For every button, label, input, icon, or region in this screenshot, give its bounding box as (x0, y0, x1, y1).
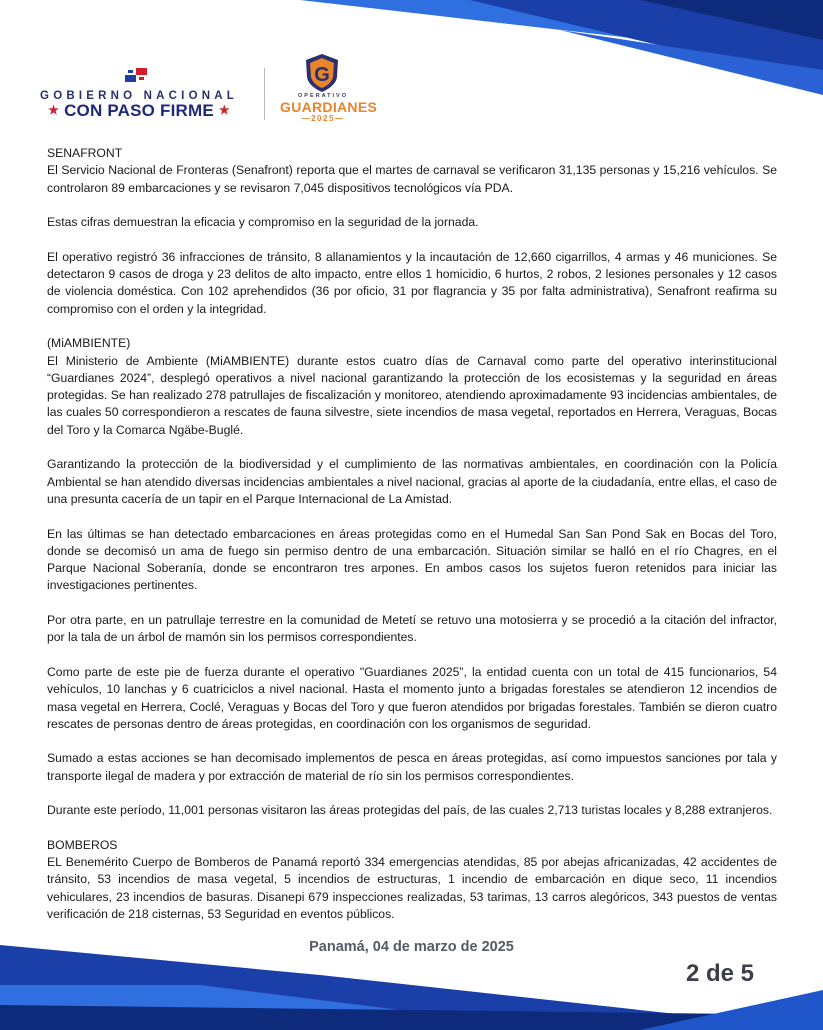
bottom-band-right (640, 990, 823, 1030)
senafront-paragraph-3: El operativo registró 36 infracciones de tránsito, 8 allanamientos y la incautación de 12,660 cigarrillos, 4 armas y 46 municiones. Se detectaron 9 casos de droga y 23 delitos de alto impacto, entre ellos 1 homicidio, 6 hurtos, 2 robos, 2 lesiones personales y 12 casos de violencia doméstica. Con 102 aprehendidos (36 por oficio, 31 por flagrancia y 35 por falta administrativa), Senafront reafirma su compromiso con el orden y la integridad. (47, 249, 777, 316)
document-body (47, 145, 777, 923)
miambiente-paragraph-5: Como parte de este pie de fuerza durante el operativo "Guardianes 2025”, la entidad cuenta con un total de 415 funcionarios, 54 vehículos, 10 lanchas y 6 cuatriciclos a nivel nacional. Hasta el momento junto a brigadas forestales se atendieron 12 incendios de masa vegetal en Herrera, Coclé, Veraguas y Bocas del Toro y que fueron atendidos por brigadas forestales. También se dieron cuatro rescates de personas dentro de áreas protegidas, en coordinación con los organismos de seguridad. (47, 664, 777, 731)
panama-flag-icon (125, 68, 147, 82)
miambiente-paragraph-1: El Ministerio de Ambiente (MiAMBIENTE) durante estos cuatro días de Carnaval como parte del operativo interinstitucional “Guardianes 2024”, desplegó operativos a nivel nacional garantizando la protección de los ecosistemas y la seguridad en áreas protegidas. Se han realizado 278 patrullajes de fiscalización y monitoreo, atendiendo aproximadamente 93 incidencias ambientales, de las cuales 50 correspondieron a rescates de fauna silvestre, siete incendios de masa vegetal, reportados en Herrera, Veraguas, Bocas del Toro y la Comarca Ngäbe-Buglé. (47, 353, 777, 437)
guardianes-shield-icon (303, 53, 341, 93)
logo-divider (264, 68, 265, 120)
star-icon: ★ (48, 103, 60, 117)
operativo-year-value: 2025 (311, 114, 335, 123)
page-number: 2 de 5 (685, 960, 754, 987)
section-heading-senafront: SENAFRONT (47, 146, 123, 160)
miambiente-paragraph-2: Garantizando la protección de la biodiversidad y el cumplimiento de las normativas ambientales, en coordinación con la Policía Ambiental se han atendido diversas incidencias ambientales a nivel nacional, gracias al aporte de la ciudadanía, entre ellas, el caso de una presunta cacería de un tapir en el Parque Internacional de La Amistad. (47, 457, 777, 506)
svg-text:G: G (314, 64, 330, 86)
miambiente-paragraph-6: Sumado a estas acciones se han decomisado implementos de pesca en áreas protegidas, así como impuestos sanciones por tala y transporte ilegal de madera y por extracción de material de río sin los permisos correspondientes. (47, 751, 777, 783)
gov-logo-motto: CON PASO FIRME (64, 101, 214, 120)
operativo-year: —2025— (301, 114, 345, 123)
gov-logo-line2 (34, 101, 244, 121)
senafront-paragraph-2: Estas cifras demuestran la eficacia y compromiso en la seguridad de la jornada. (47, 215, 479, 230)
footer-date: Panamá, 04 de marzo de 2025 (309, 939, 514, 955)
miambiente-paragraph-3: En las últimas se han detectado embarcaciones en áreas protegidas como en el Humedal San San Pond Sak en Bocas del Toro, donde se decomisó un ama de fuego sin permiso dentro de una embarcación. Situación similar se halló en el río Chagres, en el Parque Nacional Soberanía, donde se encontraron tres arpones. En ambos casos los sujetos fueron retenidos para iniciar las investigaciones pertinentes. (47, 526, 777, 593)
section-heading-bomberos: BOMBEROS (47, 837, 118, 852)
miambiente-paragraph-7: Durante este período, 11,001 personas visitaron las áreas protegidas del país, de las cuales 2,713 turistas locales y 8,288 extranjeros. (47, 803, 773, 818)
section-heading-miambiente: (MiAMBIENTE) (47, 336, 131, 351)
operativo-label: OPERATIVO (298, 93, 348, 99)
senafront-paragraph-1: El Servicio Nacional de Fronteras (Senafront) reporta que el martes de carnaval se verificaron 31,135 personas y 15,216 vehículos. Se controlaron 89 embarcaciones y se revisaron 7,045 dispositivos tecnológicos vía PDA. (47, 163, 777, 195)
operativo-name: GUARDIANES (280, 99, 378, 115)
star-icon: ★ (218, 103, 230, 117)
miambiente-paragraph-4: Por otra parte, en un patrullaje terrestre en la comunidad de Metetí se retuvo una motosierra y se procedió a la citación del infractor, por la tala de un árbol de mamón sin los permisos correspondientes. (47, 613, 777, 645)
bomberos-paragraph-1: EL Benemérito Cuerpo de Bomberos de Panamá reportó 334 emergencias atendidas, 85 por abejas africanizadas, 42 accidentes de tránsito, 53 incendios de masa vegetal, 5 incendios de estructuras, 1 incendio de embarcación en dique seco, 11 incendios vehiculares, 23 incendios de basuras. Disanepi 679 inspecciones realizadas, 53 tarimas, 13 carros alegóricos, 343 puestos de ventas verificación de 218 cisternas, 53 Seguridad en eventos públicos. (47, 855, 777, 922)
gov-logo-line1: GOBIERNO NACIONAL (40, 90, 238, 102)
